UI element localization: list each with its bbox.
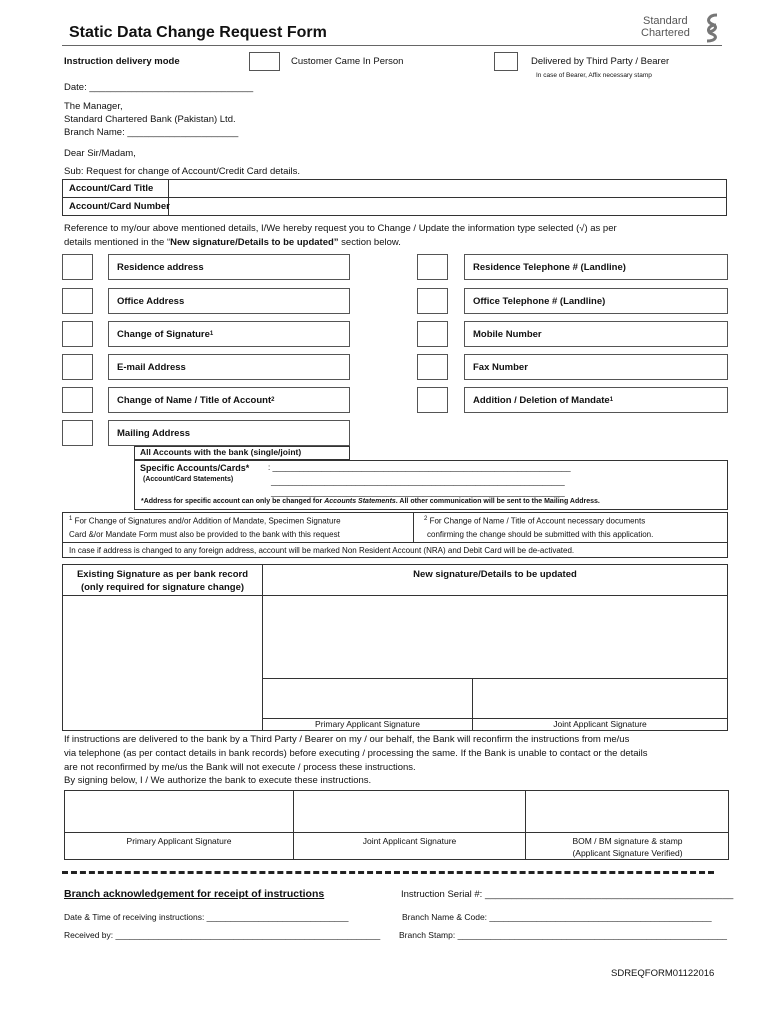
mobile-number-checkbox[interactable]	[417, 321, 448, 347]
email-address-checkbox[interactable]	[62, 354, 93, 380]
footnote-1-line1: $^1$ For Change of Signatures and/or Addition of Mandate, Specimen Signature	[69, 516, 341, 526]
addressee-line1: The Manager,	[64, 101, 123, 112]
primary-signature-caption: Primary Applicant Signature	[315, 719, 420, 729]
page-title: Static Data Change Request Form	[69, 24, 327, 41]
specific-accounts-line1[interactable]: : ___________________________________________________________________	[268, 463, 571, 472]
residence-telephone-label: Residence Telephone # (Landline)	[464, 254, 728, 280]
change-name-label: Change of Name / Title of Account 2	[108, 387, 350, 413]
salutation: Dear Sir/Madam,	[64, 148, 136, 159]
change-signature-label: Change of Signature 1	[108, 321, 350, 347]
residence-address-checkbox[interactable]	[62, 254, 93, 280]
branch-name-code-field[interactable]: Branch Name & Code: _______________________________________________	[402, 912, 712, 922]
authorization-table	[64, 790, 729, 860]
instruction-serial-field[interactable]: Instruction Serial #: _______________________________________________	[401, 889, 734, 900]
delivery-mode-label: Instruction delivery mode	[64, 56, 180, 67]
instructions-line4: By signing below, I / We authorize the bank to execute these instructions.	[64, 775, 372, 786]
auth-primary-caption: Primary Applicant Signature	[126, 836, 232, 846]
cut-line-divider	[62, 871, 714, 874]
bank-logo	[640, 13, 724, 43]
office-address-checkbox[interactable]	[62, 288, 93, 314]
logo-line2: Chartered	[641, 27, 690, 39]
office-address-label: Office Address	[108, 288, 350, 314]
email-address-label: E-mail Address	[108, 354, 350, 380]
account-number-label: Account/Card Number	[69, 201, 170, 212]
footnote-1-line2: Card &/or Mandate Form must also be provided to the bank with this request	[69, 530, 340, 539]
account-title-input[interactable]	[169, 180, 725, 197]
footnote-2-line1: $^2$ For Change of Name / Title of Account necessary documents	[424, 516, 646, 526]
instructions-line2: via telephone (as per contact details in bank records) before executing / processing the same. If the Bank is unable to contact or the details	[64, 748, 648, 759]
footnotes-box	[62, 512, 728, 558]
all-accounts-option[interactable]: All Accounts with the bank (single/joint)	[134, 446, 350, 460]
account-number-input[interactable]	[169, 198, 725, 215]
signature-table	[62, 564, 728, 731]
existing-signature-header: Existing Signature as per bank record	[76, 569, 249, 580]
mailing-address-checkbox[interactable]	[62, 420, 93, 446]
address-note: *Address for specific account can only be changed for Accounts Statements. All other communication will be sent to the Mailing Address.	[141, 498, 600, 505]
instructions-line3: are not reconfirmed by me/us the Bank will not execute / process these instructions.	[64, 762, 416, 773]
mobile-number-label: Mobile Number	[464, 321, 728, 347]
specific-accounts-line3[interactable]: __________________________________________________________________	[271, 488, 565, 497]
subject-line: Sub: Request for change of Account/Credit Card details.	[64, 166, 301, 177]
new-joint-signature-area[interactable]	[473, 679, 726, 717]
residence-address-label: Residence address	[108, 254, 350, 280]
mailing-address-label: Mailing Address	[108, 420, 350, 446]
bom-caption-line1: BOM / BM signature & stamp	[572, 836, 683, 846]
datetime-received-field[interactable]: Date & Time of receiving instructions: ______________________________	[64, 912, 349, 922]
instructions-line1: If instructions are delivered to the bank by a Third Party / Bearer on my / our behalf, the Bank will reconfirm the instructions from me/us	[64, 734, 630, 745]
fax-number-checkbox[interactable]	[417, 354, 448, 380]
header-divider	[62, 45, 722, 46]
branch-name-field[interactable]: Branch Name: _____________________	[64, 127, 239, 138]
reference-line2: details mentioned in the “New signature/Details to be updated” section below.	[64, 237, 401, 248]
specific-accounts-label: Specific Accounts/Cards*	[140, 463, 250, 473]
account-title-label: Account/Card Title	[69, 183, 154, 194]
auth-joint-signature-area[interactable]	[294, 792, 524, 831]
new-signature-header: New signature/Details to be updated	[413, 569, 577, 580]
reference-line1: Reference to my/our above mentioned details, I/We hereby request you to Change / Update the information type selected (√) as per	[64, 223, 617, 234]
bearer-note: In case of Bearer, Affix necessary stamp	[536, 72, 652, 79]
bom-caption-line2: (Applicant Signature Verified)	[572, 848, 683, 858]
form-code: SDREQFORM01122016	[611, 968, 715, 979]
existing-signature-subheader: (only required for signature change)	[80, 582, 245, 593]
specific-accounts-box	[134, 460, 728, 510]
auth-joint-caption: Joint Applicant Signature	[362, 836, 457, 846]
office-telephone-label: Office Telephone # (Landline)	[464, 288, 728, 314]
office-telephone-checkbox[interactable]	[417, 288, 448, 314]
third-party-label: Delivered by Third Party / Bearer	[531, 56, 670, 67]
branch-stamp-field[interactable]: Branch Stamp: _________________________________________________________	[399, 930, 728, 940]
branch-ack-title: Branch acknowledgement for receipt of instructions	[64, 888, 325, 900]
logo-line1: Standard	[643, 15, 688, 27]
in-person-checkbox[interactable]	[249, 52, 280, 71]
third-party-checkbox[interactable]	[494, 52, 518, 71]
footnote-2-line2: confirming the change should be submitted with this application.	[427, 530, 654, 539]
fax-number-label: Fax Number	[464, 354, 728, 380]
auth-bom-signature-area[interactable]	[526, 792, 728, 831]
residence-telephone-checkbox[interactable]	[417, 254, 448, 280]
mandate-label: Addition / Deletion of Mandate 1	[464, 387, 728, 413]
account-table	[62, 179, 727, 216]
mandate-checkbox[interactable]	[417, 387, 448, 413]
specific-accounts-line2[interactable]: __________________________________________________________________	[271, 477, 565, 486]
logo-swirl-icon	[702, 13, 722, 43]
foreign-address-note: In case if address is changed to any foreign address, account will be marked Non Resident Account (NRA) and Debit Card will be de-activated.	[69, 546, 575, 555]
date-field[interactable]: Date: _______________________________	[64, 82, 254, 93]
change-signature-checkbox[interactable]	[62, 321, 93, 347]
existing-signature-area[interactable]	[64, 596, 261, 729]
in-person-label: Customer Came In Person	[291, 56, 404, 67]
new-primary-signature-area[interactable]	[263, 679, 471, 717]
statements-label: (Account/Card Statements)	[143, 476, 234, 483]
joint-signature-caption: Joint Applicant Signature	[553, 719, 647, 729]
received-by-field[interactable]: Received by: ________________________________________________________	[64, 930, 381, 940]
addressee-line2: Standard Chartered Bank (Pakistan) Ltd.	[64, 114, 236, 125]
new-details-area[interactable]	[263, 596, 726, 677]
change-name-checkbox[interactable]	[62, 387, 93, 413]
auth-primary-signature-area[interactable]	[66, 792, 292, 831]
